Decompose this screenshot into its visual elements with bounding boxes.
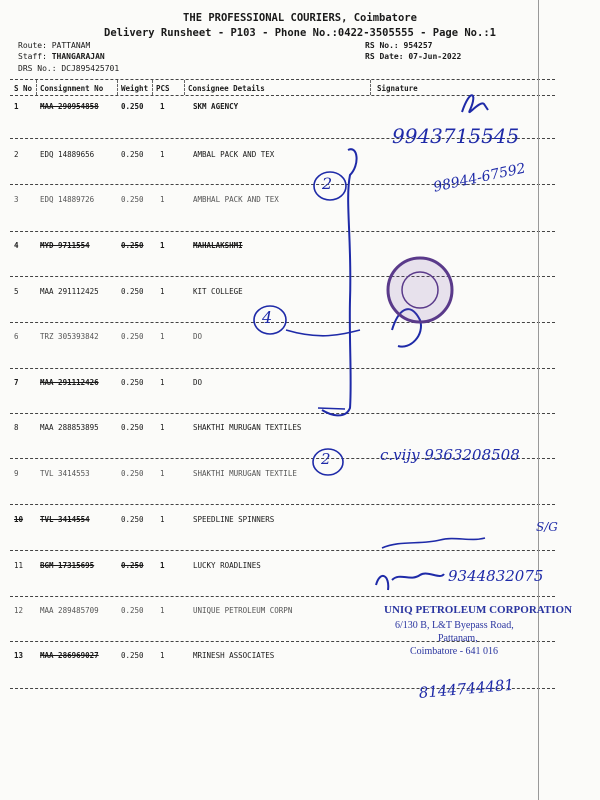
handwritten-sg-mark: S/G (536, 520, 558, 534)
row-weight: 0.250 (121, 561, 144, 570)
page-title: THE PROFESSIONAL COURIERS, Coimbatore (183, 12, 417, 24)
rs-no-label: RS No.: (365, 41, 399, 50)
row-sno: 3 (14, 195, 19, 204)
row-consignment: MAA 286969027 (40, 651, 99, 660)
staff-value: THANGARAJAN (51, 52, 105, 61)
route-label: Route: (18, 41, 47, 50)
row-consignment: BGM 17315695 (40, 561, 95, 570)
row-weight: 0.250 (121, 606, 144, 615)
row-consignee: SHAKTHI MURUGAN TEXTILE (193, 469, 297, 478)
row-pcs: 1 (160, 241, 165, 250)
row-weight: 0.250 (121, 241, 144, 250)
connector-line (286, 330, 360, 336)
row-weight: 0.250 (121, 651, 144, 660)
row-sno: 2 (14, 150, 19, 159)
handwritten-phone-5: 8144744481 (418, 675, 515, 702)
stamp-company-name: UNIQ PETROLEUM CORPORATION (384, 604, 573, 616)
row-pcs: 1 (160, 651, 165, 660)
row-consignment: MAA 289485709 (40, 606, 99, 615)
signature-scrawl-3 (376, 574, 444, 590)
row-sno: 6 (14, 332, 19, 341)
row-sno: 4 (14, 241, 19, 250)
col-weight: Weight (121, 84, 149, 93)
drs-label: DRS No.: (18, 64, 57, 73)
row-consignment: TVL 3414553 (40, 469, 90, 478)
row-pcs: 1 (160, 332, 165, 341)
row-consignee: KIT COLLEGE (193, 287, 243, 296)
drs-value: DCJ895425701 (61, 64, 120, 73)
row-consignment: TRZ 305393842 (40, 332, 99, 341)
row-consignment: MYD 9711554 (40, 241, 90, 250)
row-consignee: MAHALAKSHMI (193, 241, 243, 250)
route-value: PATTANAM (51, 41, 91, 50)
row-pcs: 1 (160, 423, 165, 432)
stamp-address-2: Pattanam, (438, 633, 478, 644)
runsheet-subtitle: Delivery Runsheet - P103 - Phone No.:0422-3505555 - Page No.:1 (104, 27, 496, 39)
row-pcs: 1 (160, 378, 165, 387)
row-sno: 8 (14, 423, 19, 432)
row-sno: 10 (14, 515, 24, 524)
row-consignee: AMBHAL PACK AND TEX (193, 195, 279, 204)
handwritten-phone-4: 9344832075 (448, 567, 544, 585)
row-consignment: MAA 290954858 (40, 102, 99, 111)
row-weight: 0.250 (121, 102, 144, 111)
row-pcs: 1 (160, 515, 165, 524)
stamp-address-1: 6/130 B, L&T Byepass Road, (395, 620, 514, 631)
col-consignment: Consignment No (40, 84, 104, 93)
col-signature: Signature (377, 84, 418, 93)
row-consignee: SKM AGENCY (193, 102, 239, 111)
round-seal (388, 258, 452, 322)
col-pcs: PCS (156, 84, 170, 93)
rs-no-value: 954257 (403, 41, 433, 50)
row-sno: 5 (14, 287, 19, 296)
col-sno: S No (14, 84, 33, 93)
handwritten-phone-1: 9943715545 (392, 124, 520, 148)
rs-date-label: RS Date: (365, 52, 404, 61)
row-pcs: 1 (160, 469, 165, 478)
row-consignment: MAA 291112425 (40, 287, 99, 296)
row-weight: 0.250 (121, 515, 144, 524)
row-sno: 1 (14, 102, 19, 111)
col-consignee: Consignee Details (188, 84, 265, 93)
rs-date-value: 07-Jun-2022 (408, 52, 462, 61)
stamp-address-3: Coimbatore - 641 016 (410, 646, 499, 657)
row-consignment: MAA 288853895 (40, 423, 99, 432)
row-weight: 0.250 (121, 423, 144, 432)
row-consignment: MAA 291112426 (40, 378, 99, 387)
row-consignee: AMBAL PACK AND TEX (193, 150, 275, 159)
connector-line-2 (318, 408, 345, 409)
row-weight: 0.250 (121, 287, 144, 296)
row-consignment: EDQ 14889656 (40, 150, 95, 159)
row-pcs: 1 (160, 102, 165, 111)
row-weight: 0.250 (121, 469, 144, 478)
row-consignee: SPEEDLINE SPINNERS (193, 515, 275, 524)
row-sno: 7 (14, 378, 19, 387)
handwritten-phone-3: c.vijy 9363208508 (380, 446, 520, 464)
handwritten-phone-2: 98944-67592 (432, 160, 528, 196)
row-consignee: UNIQUE PETROLEUM CORPN (193, 606, 293, 615)
signature-scrawl-1 (462, 95, 488, 112)
row-consignee: MRINESH ASSOCIATES (193, 651, 275, 660)
row-weight: 0.250 (121, 150, 144, 159)
row-pcs: 1 (160, 150, 165, 159)
handwritten-count-2a: 2 (322, 174, 333, 193)
row-consignee: LUCKY ROADLINES (193, 561, 261, 570)
row-pcs: 1 (160, 195, 165, 204)
row-weight: 0.250 (121, 378, 144, 387)
staff-label: Staff: (18, 52, 47, 61)
row-pcs: 1 (160, 561, 165, 570)
row-sno: 13 (14, 651, 24, 660)
signature-scrawl-4 (382, 538, 485, 548)
row-sno: 9 (14, 469, 19, 478)
row-consignee: DO (193, 332, 203, 341)
row-sno: 12 (14, 606, 24, 615)
row-weight: 0.250 (121, 195, 144, 204)
row-consignee: DO (193, 378, 203, 387)
row-sno: 11 (14, 561, 24, 570)
row-pcs: 1 (160, 606, 165, 615)
row-pcs: 1 (160, 287, 165, 296)
handwritten-count-2b: 2 (321, 450, 331, 468)
row-consignee: SHAKTHI MURUGAN TEXTILES (193, 423, 302, 432)
row-consignment: EDQ 14889726 (40, 195, 95, 204)
row-consignment: TVL 3414554 (40, 515, 90, 524)
handwritten-count-4: 4 (262, 308, 273, 327)
row-weight: 0.250 (121, 332, 144, 341)
